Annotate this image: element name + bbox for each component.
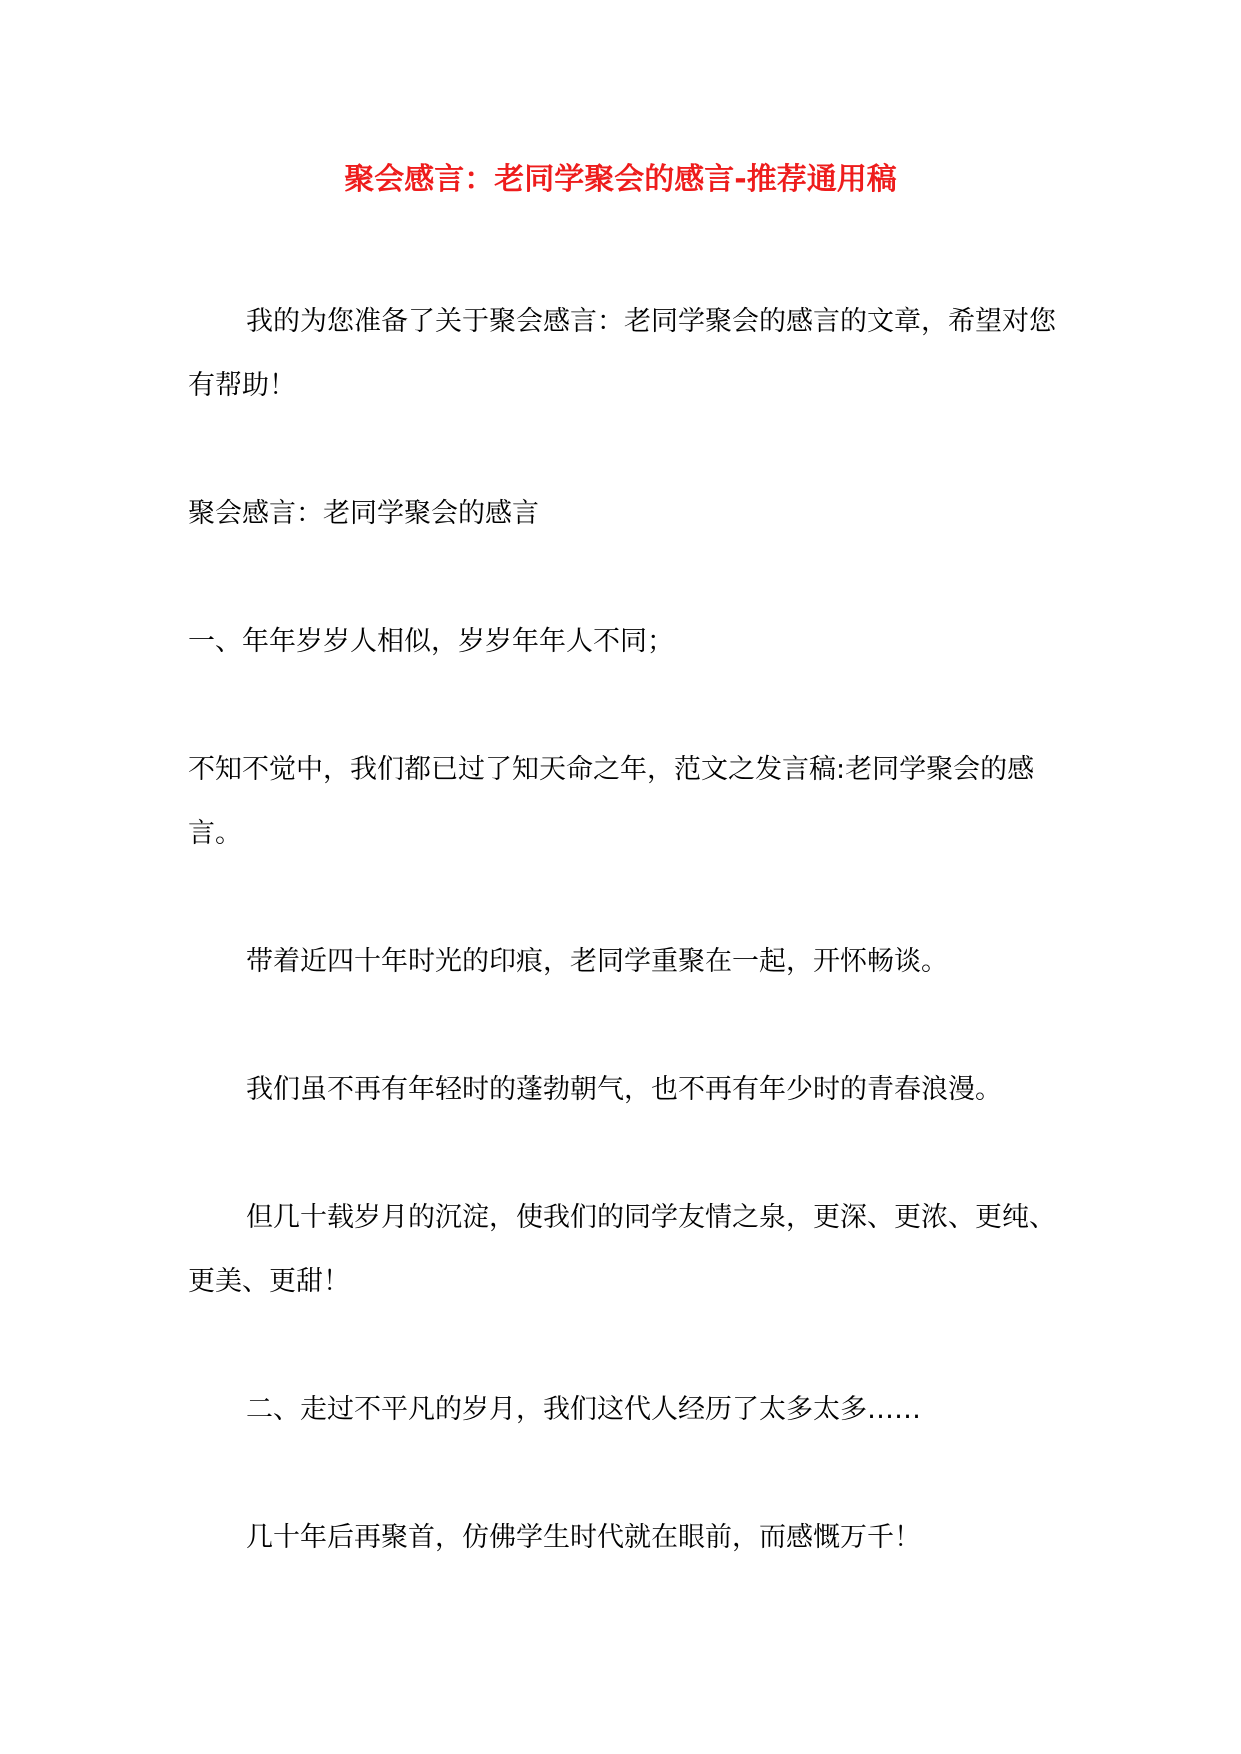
point-two-heading: 二、走过不平凡的岁月，我们这代人经历了太多太多…… — [246, 1394, 921, 1425]
intro-paragraph: 我的为您准备了关于聚会感言：老同学聚会的感言的文章，希望对您有帮助！ — [188, 306, 1056, 401]
body-paragraph: 我们虽不再有年轻时的蓬勃朝气，也不再有年少时的青春浪漫。 — [246, 1074, 1002, 1105]
body-paragraph: 但几十载岁月的沉淀，使我们的同学友情之泉，更深、更浓、更纯、更美、更甜！ — [188, 1202, 1056, 1297]
body-paragraph: 带着近四十年时光的印痕，老同学重聚在一起，开怀畅谈。 — [246, 946, 948, 977]
document-title: 聚会感言：老同学聚会的感言-推荐通用稿 — [344, 162, 897, 197]
section-heading: 聚会感言：老同学聚会的感言 — [188, 498, 539, 529]
body-paragraph: 几十年后再聚首，仿佛学生时代就在眼前，而感慨万千！ — [246, 1522, 921, 1553]
point-one-heading: 一、年年岁岁人相似，岁岁年年人不同； — [188, 626, 674, 657]
document-body — [188, 290, 1060, 1634]
body-paragraph: 不知不觉中，我们都已过了知天命之年，范文之发言稿:老同学聚会的感言。 — [188, 754, 1035, 849]
